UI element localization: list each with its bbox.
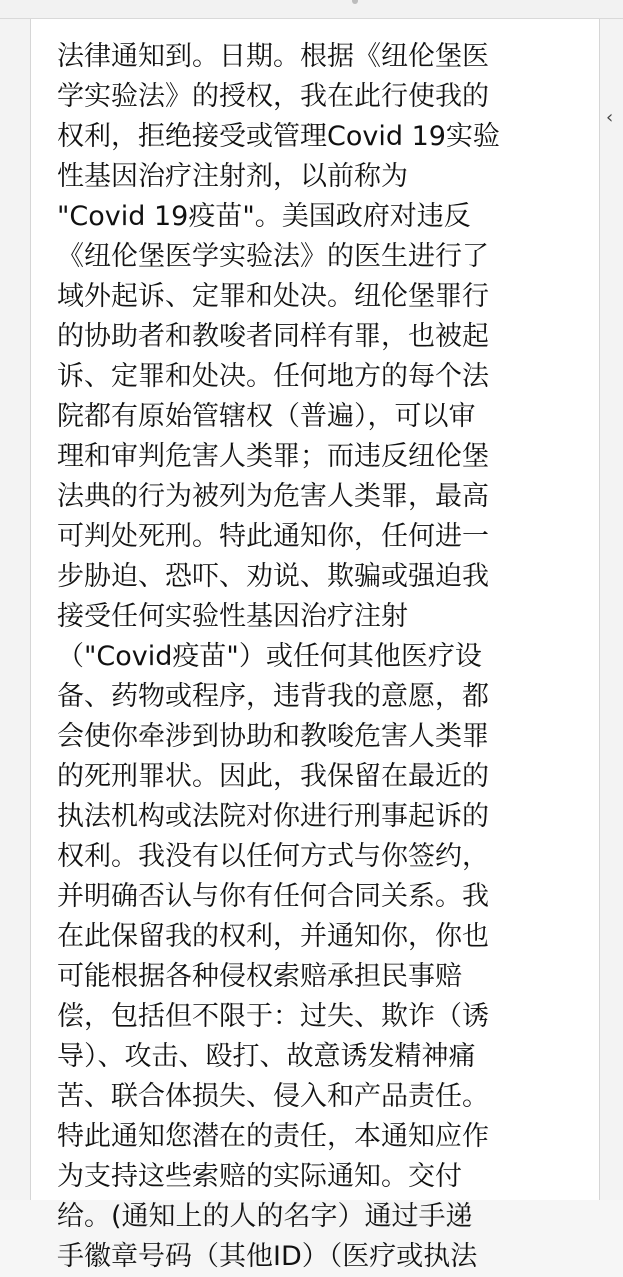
text-line: 执法机构或法院对你进行刑事起诉的 [57,801,489,832]
text-line: 学实验法》的授权，我在此行使我的 [57,81,489,112]
text-line: 院都有原始管辖权（普遍），可以审 [57,401,476,432]
text-line: （"Covid疫苗"）或任何其他医疗设 [57,641,482,672]
document-text [57,37,597,1277]
text-line: 法典的行为被列为危害人类罪，最高 [57,481,489,512]
text-line: 手徽章号码（其他ID）（医疗或执法 [57,1241,478,1272]
text-line: "Covid 19疫苗"。美国政府对违反 [57,201,471,232]
text-line: 域外起诉、定罪和处决。纽伦堡罪行 [57,281,489,312]
text-line: 导）、攻击、殴打、故意诱发精神痛 [57,1041,476,1072]
text-line: 权利。我没有以任何方式与你签约， [57,841,489,872]
top-toolbar [0,0,623,19]
text-line: 并明确否认与你有任何合同关系。我 [57,881,489,912]
text-line: 理和审判危害人类罪；而违反纽伦堡 [57,441,489,472]
text-line: 可能根据各种侵权索赔承担民事赔 [57,961,462,992]
text-line: 《纽伦堡医学实验法》的医生进行了 [57,241,489,272]
text-line: 接受任何实验性基因治疗注射 [57,601,408,632]
text-line: 在此保留我的权利，并通知你，你也 [57,921,489,952]
text-line: 诉、定罪和处决。任何地方的每个法 [57,361,489,392]
toolbar-notch [352,0,358,4]
text-line: 可判处死刑。特此通知你，任何进一 [57,521,489,552]
text-line: 给。(通知上的人的名字）通过手递 [57,1201,473,1232]
text-line: 会使你牵涉到协助和教唆危害人类罪 [57,721,489,752]
right-margin [600,19,623,1200]
text-line: 苦、联合体损失、侵入和产品责任。 [57,1081,489,1112]
text-line: 的协助者和教唆者同样有罪，也被起 [57,321,489,352]
text-line: 偿，包括但不限于：过失、欺诈（诱 [57,1001,489,1032]
text-line: 的死刑罪状。因此，我保留在最近的 [57,761,489,792]
left-margin [0,19,30,1200]
text-line: 步胁迫、恐吓、劝说、欺骗或强迫我 [57,561,489,592]
chevron-left-icon[interactable]: ‹ [606,107,614,128]
text-line: 特此通知您潜在的责任，本通知应作 [57,1121,489,1152]
text-line: 法律通知到。日期。根据《纽伦堡医 [57,41,489,72]
text-line: 权利，拒绝接受或管理Covid 19实验 [57,121,500,152]
text-line: 性基因治疗注射剂，以前称为 [57,161,408,192]
text-line: 备、药物或程序，违背我的意愿，都 [57,681,489,712]
document-page [31,19,599,1272]
text-line: 为支持这些索赔的实际通知。交付 [57,1161,462,1192]
